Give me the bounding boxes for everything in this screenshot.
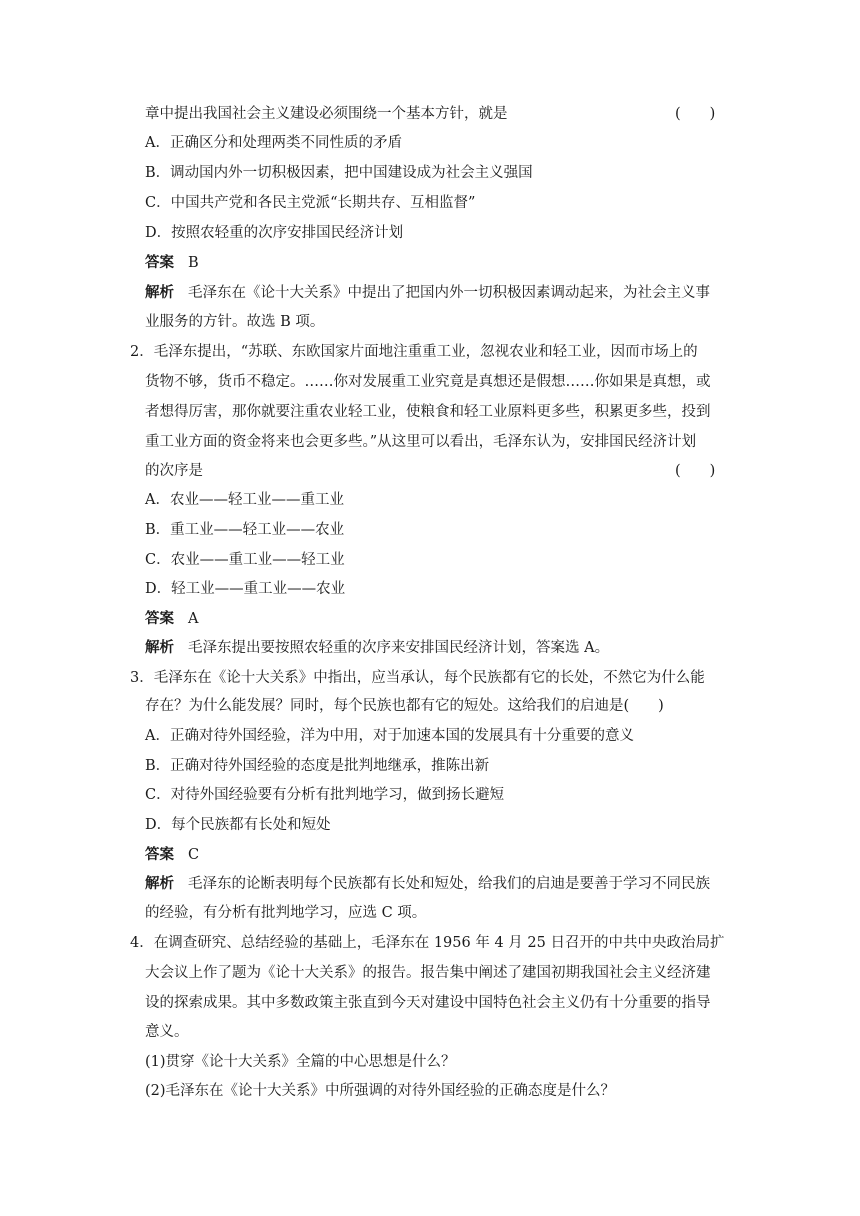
answer-label: 答案: [145, 846, 174, 863]
q2-stem-line3: 者想得厉害，那你就要注重农业轻工业，使粮食和轻工业原料更多些，积累更多些，投到: [145, 404, 711, 420]
q1-stem-tail: 章中提出我国社会主义建设必须围绕一个基本方针，就是: [145, 106, 508, 122]
q3-analysis-line2: 的经验，有分析有批判地学习，应选 C 项。: [145, 905, 427, 921]
q1-option-b: B．调动国内外一切积极因素，把中国建设成为社会主义强国: [145, 165, 533, 181]
q3-stem-line1: 3．毛泽东在《论十大关系》中指出，应当承认，每个民族都有它的长处，不然它为什么能: [130, 670, 705, 686]
q4-stem-line1: 4．在调查研究、总结经验的基础上，毛泽东在 1956 年 4 月 25 日召开的中共中央政治局扩: [130, 935, 725, 951]
q1-analysis: [145, 283, 725, 303]
q3-option-b: B．正确对待外国经验的态度是批判地继承，推陈出新: [145, 758, 490, 774]
q2-option-b: B．重工业——轻工业——农业: [145, 522, 345, 538]
q3-answer: [145, 845, 725, 865]
answer-value: A: [188, 611, 199, 627]
q4-stem-line3: 设的探索成果。其中多数政策主张直到今天对建设中国特色社会主义仍有十分重要的指导: [145, 995, 711, 1011]
q2-stem-line1: 2．毛泽东提出，“苏联、东欧国家片面地注重重工业，忽视农业和轻工业，因而市场上的: [130, 344, 698, 360]
q2-answer-blank: ( ): [675, 463, 716, 479]
answer-label: 答案: [145, 254, 174, 271]
q1-option-a: A．正确区分和处理两类不同性质的矛盾: [145, 135, 402, 151]
q2-option-a: A．农业——轻工业——重工业: [145, 492, 344, 508]
q3-analysis: [145, 874, 725, 894]
q1-answer-blank: ( ): [675, 106, 716, 122]
q4-subquestion-2: (2)毛泽东在《论十大关系》中所强调的对待外国经验的正确态度是什么？: [145, 1083, 616, 1099]
analysis-label: 解析: [145, 639, 174, 656]
answer-value: C: [188, 847, 200, 863]
q2-stem-line2: 货物不够，货币不稳定。……你对发展重工业究竟是真想还是假想……你如果是真想，或: [145, 374, 711, 390]
q3-option-a: A．正确对待外国经验，洋为中用，对于加速本国的发展具有十分重要的意义: [145, 728, 634, 744]
q1-option-c: C．中国共产党和各民主党派“长期共存、互相监督”: [145, 195, 476, 211]
q2-option-d: D．轻工业——重工业——农业: [145, 581, 346, 597]
q2-answer: [145, 609, 725, 629]
q1-answer: [145, 253, 725, 273]
q4-stem-line2: 大会议上作了题为《论十大关系》的报告。报告集中阐述了建国初期我国社会主义经济建: [145, 965, 711, 981]
q1-option-d: D．按照农轻重的次序安排国民经济计划: [145, 225, 404, 241]
q4-stem-line4: 意义。: [145, 1024, 189, 1040]
answer-label: 答案: [145, 610, 174, 627]
analysis-text: 毛泽东在《论十大关系》中提出了把国内外一切积极因素调动起来，为社会主义事: [188, 285, 710, 301]
q2-analysis: [145, 638, 725, 658]
q3-option-c: C．对待外国经验要有分析有批判地学习，做到扬长避短: [145, 787, 505, 803]
analysis-label: 解析: [145, 875, 174, 892]
q3-stem-line2: 存在？为什么能发展？同时，每个民族也都有它的短处。这给我们的启迪是( ): [145, 698, 664, 714]
q2-stem-line4: 重工业方面的资金将来也会更多些。”从这里可以看出，毛泽东认为，安排国民经济计划: [145, 434, 697, 450]
analysis-text: 毛泽东提出要按照农轻重的次序来安排国民经济计划，答案选 A。: [188, 640, 610, 656]
answer-value: B: [188, 255, 199, 271]
analysis-label: 解析: [145, 284, 174, 301]
analysis-text: 毛泽东的论断表明每个民族都有长处和短处，给我们的启迪是要善于学习不同民族: [188, 876, 710, 892]
q2-stem-line5: 的次序是: [145, 463, 203, 479]
q1-analysis-line2: 业服务的方针。故选 B 项。: [145, 314, 325, 330]
q4-subquestion-1: (1)贯穿《论十大关系》全篇的中心思想是什么？: [145, 1054, 456, 1070]
q2-option-c: C．农业——重工业——轻工业: [145, 552, 345, 568]
q3-option-d: D．每个民族都有长处和短处: [145, 817, 331, 833]
